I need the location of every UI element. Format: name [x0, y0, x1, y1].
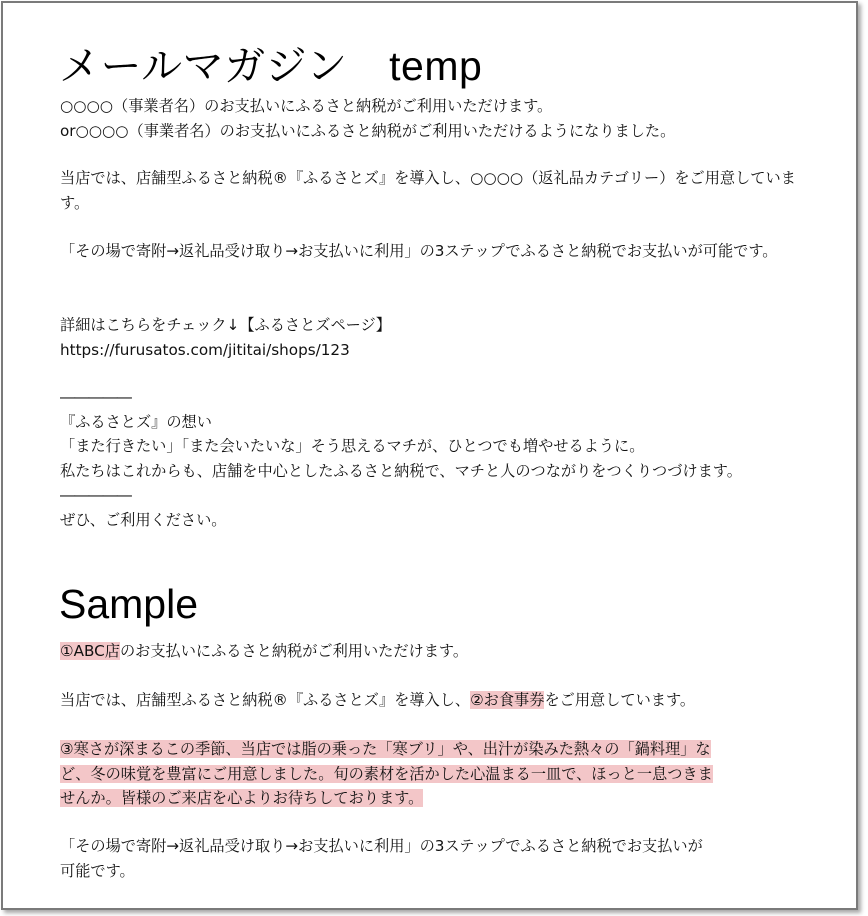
divider-bottom: ――――― [60, 486, 131, 504]
template-line-4: 「その場で寄附→返礼品受け取り→お支払いに利用」の3ステップでふるさと納税でお支払いが可能です。 [60, 242, 778, 260]
template-line-1: ○○○○（事業者名）のお支払いにふるさと納税がご利用いただけます。 [60, 97, 553, 115]
sample-title: Sample [59, 581, 199, 627]
sample-p2-post: をご用意しています。 [544, 691, 696, 709]
highlight-gift-category: ②お食事券 [470, 691, 545, 709]
highlight-message-line-3: せんか。皆様のご来店を心よりお待ちしております。 [60, 789, 424, 807]
template-message-section [60, 385, 820, 532]
shop-page-link[interactable]: https://furusatos.com/jititai/shops/123 [60, 340, 350, 359]
template-line-8: 『ふるさとズ』の想い [60, 412, 212, 431]
template-line-10: 私たちはこれからも、店舗を中心としたふるさと納税で、マチと人のつながりをつくりつづけます。 [60, 461, 742, 480]
sample-paragraph-4 [60, 834, 820, 883]
template-link-section [60, 313, 820, 362]
template-body [60, 94, 820, 143]
template-steps-paragraph [60, 239, 805, 264]
highlight-shop-name: ①ABC店 [60, 642, 120, 660]
sample-p4-line-1: 「その場で寄附→返礼品受け取り→お支払いに利用」の3ステップでふるさと納税でお支払いが [60, 837, 703, 855]
document-page [1, 1, 858, 910]
sample-paragraph-3 [60, 737, 820, 811]
sample-p2-pre: 当店では、店舗型ふるさと納税®『ふるさとズ』を導入し、 [60, 691, 471, 709]
template-line-9: 「また行きたい」「また会いたいな」そう思えるマチが、ひとつでも増やせるように。 [60, 437, 645, 455]
highlight-message-line-2: ど、冬の味覚を豊富にご用意しました。旬の素材を活かした心温まる一皿で、ほっと一息つきま [60, 764, 713, 783]
template-line-12: ぜひ、ご利用ください。 [60, 510, 227, 529]
template-line-3: 当店では、店舗型ふるさと納税®『ふるさとズ』を導入し、○○○○（返礼品カテゴリー）をご用意しています。 [60, 169, 796, 212]
divider-top: ――――― [60, 388, 131, 406]
sample-paragraph-2 [60, 688, 820, 713]
highlight-message-line-1: ③寒さが深まるこの季節、当店では脂の乗った「寒ブリ」や、出汁が染みた熱々の「鍋料理」な [60, 740, 711, 758]
template-intro-paragraph [60, 166, 805, 215]
template-line-5: 詳細はこちらをチェック↓【ふるさとズページ】 [60, 316, 391, 334]
sample-paragraph-1 [60, 639, 820, 664]
template-title: メールマガジン temp [59, 43, 483, 89]
template-line-2: or○○○○（事業者名）のお支払いにふるさと納税がご利用いただけるようになりました。 [60, 121, 676, 140]
sample-p4-line-2: 可能です。 [60, 861, 135, 880]
sample-p1-text: のお支払いにふるさと納税がご利用いただけます。 [119, 642, 469, 660]
